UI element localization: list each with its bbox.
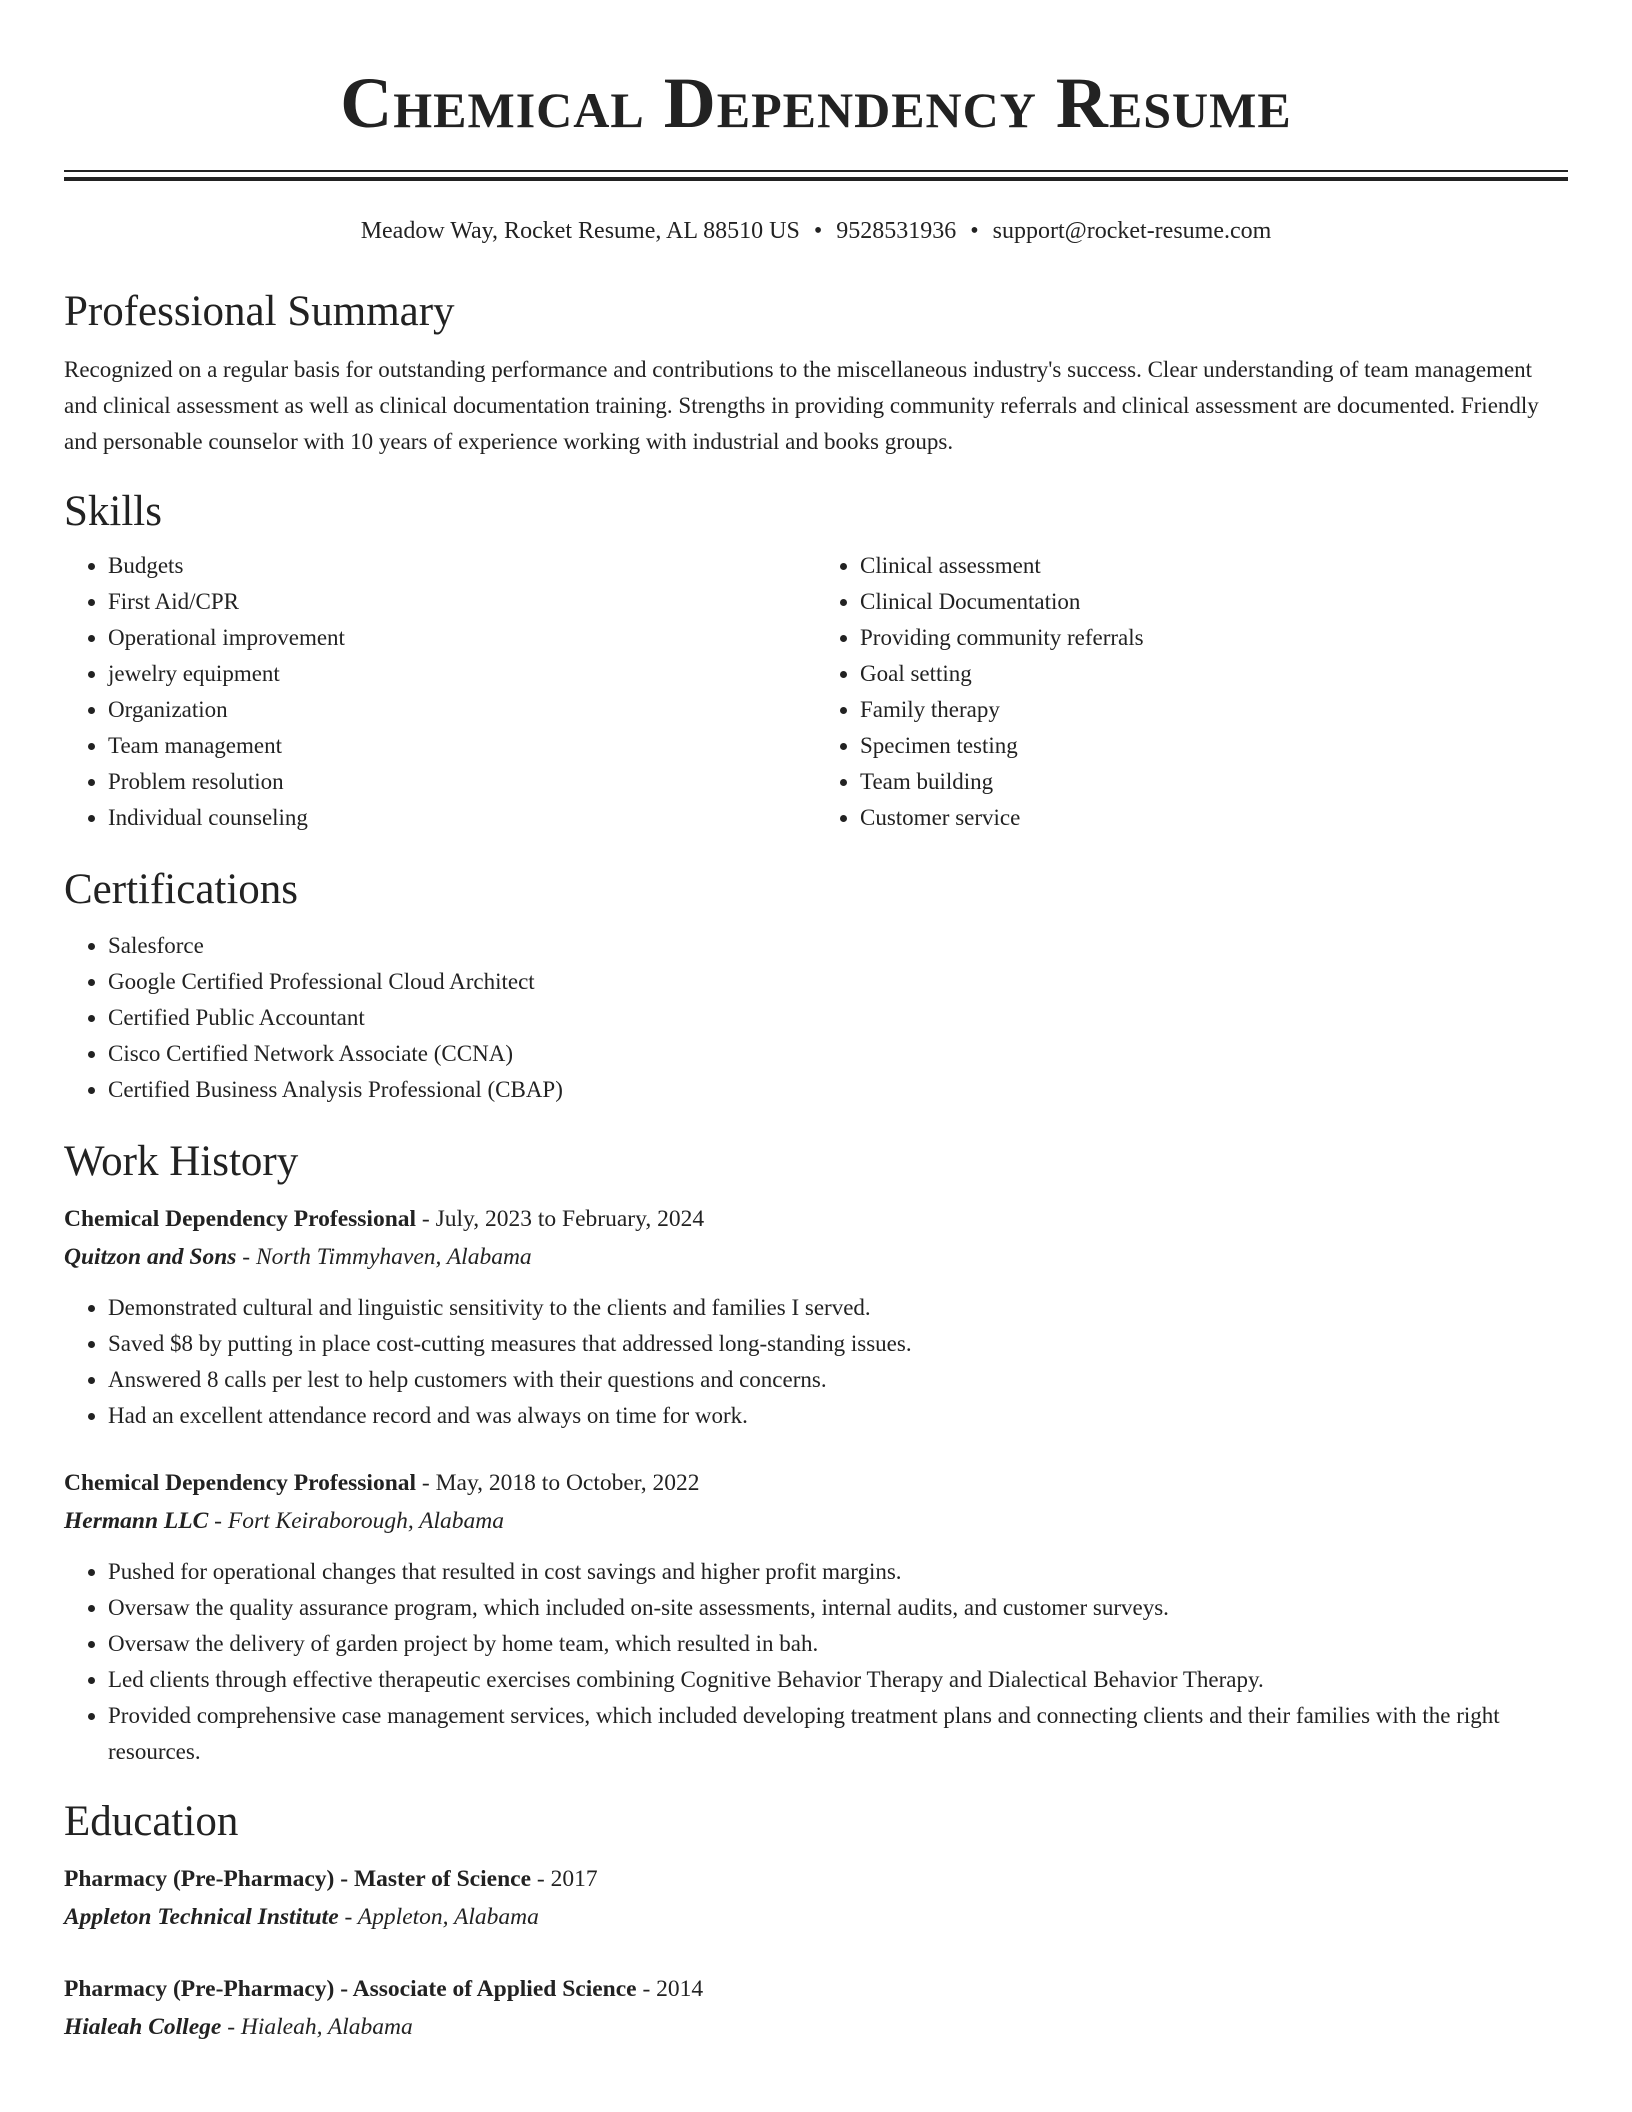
education-heading: Education <box>64 1798 239 1845</box>
job-bullets <box>64 1290 1568 1434</box>
skill-item: • Specimen testing <box>860 728 1568 764</box>
skill-item: • First Aid/CPR <box>108 584 816 620</box>
education-school: Hialeah College <box>64 2014 222 2040</box>
summary-heading: Professional Summary <box>64 288 455 335</box>
job-location: - North Timmyhaven, Alabama <box>236 1244 532 1270</box>
contact-address: Meadow Way, Rocket Resume, AL 88510 US <box>360 218 800 244</box>
contact-separator: • <box>813 218 823 244</box>
certification-item: • Certified Business Analysis Professional (CBAP) <box>108 1072 1568 1108</box>
education-degree-line <box>64 1860 1568 1898</box>
job-bullet: • Demonstrated cultural and linguistic sensitivity to the clients and families I served. <box>108 1290 1568 1326</box>
certifications-list <box>64 928 1568 1108</box>
skill-item: • Team management <box>108 728 816 764</box>
skill-item: • Customer service <box>860 800 1568 836</box>
job-title-line <box>64 1200 1568 1238</box>
certification-item: • Google Certified Professional Cloud Architect <box>108 964 1568 1000</box>
skill-item: • Budgets <box>108 548 816 584</box>
skill-item: • Individual counseling <box>108 800 816 836</box>
skill-item: • Clinical assessment <box>860 548 1568 584</box>
job-bullet: • Oversaw the quality assurance program, which included on-site assessments, internal audits, and customer surveys. <box>108 1590 1568 1626</box>
skill-item: • Clinical Documentation <box>860 584 1568 620</box>
education-degree: Pharmacy (Pre-Pharmacy) - Master of Science <box>64 1866 531 1892</box>
skill-item: • Team building <box>860 764 1568 800</box>
job-entry <box>64 1200 1568 1434</box>
job-bullet: • Had an excellent attendance record and was always on time for work. <box>108 1398 1568 1434</box>
certification-item: • Salesforce <box>108 928 1568 964</box>
education-degree-line <box>64 1970 1568 2008</box>
education-school-line <box>64 2008 1568 2046</box>
certifications-heading: Certifications <box>64 866 299 913</box>
education-school: Appleton Technical Institute <box>64 1904 339 1930</box>
skill-item: • Family therapy <box>860 692 1568 728</box>
contact-phone: 9528531936 <box>836 218 957 244</box>
education-year: - 2017 <box>531 1866 598 1892</box>
skills-list-left <box>64 548 816 836</box>
title-divider <box>64 170 1568 181</box>
skill-item: • Operational improvement <box>108 620 816 656</box>
education-school-line <box>64 1898 1568 1936</box>
work-history-heading: Work History <box>64 1138 299 1185</box>
skill-item: • Organization <box>108 692 816 728</box>
job-title: Chemical Dependency Professional <box>64 1206 417 1232</box>
job-location: - Fort Keiraborough, Alabama <box>208 1508 505 1534</box>
education-location: - Hialeah, Alabama <box>221 2014 413 2040</box>
job-company: Quitzon and Sons <box>64 1244 237 1270</box>
job-title: Chemical Dependency Professional <box>64 1470 417 1496</box>
certification-item: • Cisco Certified Network Associate (CCNA) <box>108 1036 1568 1072</box>
job-bullet: • Provided comprehensive case management services, which included developing treatment plans and connecting clients and their families with the right resources. <box>108 1698 1568 1770</box>
education-entry <box>64 1970 1568 2046</box>
job-bullet: • Led clients through effective therapeutic exercises combining Cognitive Behavior Therapy and Dialectical Behavior Therapy. <box>108 1662 1568 1698</box>
contact-line <box>64 214 1568 248</box>
education-year: - 2014 <box>636 1976 704 2002</box>
resume-title: Chemical Dependency Resume <box>340 63 1292 143</box>
contact-separator: • <box>970 218 979 244</box>
job-bullet: • Pushed for operational changes that resulted in cost savings and higher profit margins. <box>108 1554 1568 1590</box>
job-bullet: • Saved $8 by putting in place cost-cutting measures that addressed long-standing issues. <box>108 1326 1568 1362</box>
contact-email: support@rocket-resume.com <box>992 218 1272 244</box>
job-dates: - July, 2023 to February, 2024 <box>416 1206 705 1232</box>
skill-item: • jewelry equipment <box>108 656 816 692</box>
job-company-line <box>64 1502 1568 1540</box>
skill-item: • Goal setting <box>860 656 1568 692</box>
job-bullet: • Answered 8 calls per lest to help customers with their questions and concerns. <box>108 1362 1568 1398</box>
job-bullets <box>64 1554 1568 1770</box>
job-bullet: • Oversaw the delivery of garden project by home team, which resulted in bah. <box>108 1626 1568 1662</box>
job-entry <box>64 1464 1568 1770</box>
skills-list-right <box>816 548 1568 836</box>
skill-item: • Problem resolution <box>108 764 816 800</box>
education-entry <box>64 1860 1568 1936</box>
job-dates: - May, 2018 to October, 2022 <box>416 1470 700 1496</box>
skill-item: • Providing community referrals <box>860 620 1568 656</box>
skills-grid <box>64 548 1568 836</box>
job-company-line <box>64 1238 1568 1276</box>
certification-item: • Certified Public Accountant <box>108 1000 1568 1036</box>
job-title-line <box>64 1464 1568 1502</box>
job-company: Hermann LLC <box>64 1508 209 1534</box>
education-degree: Pharmacy (Pre-Pharmacy) - Associate of Applied Science <box>64 1976 637 2002</box>
skills-heading: Skills <box>64 488 162 535</box>
education-location: - Appleton, Alabama <box>338 1904 539 1930</box>
summary-text: Recognized on a regular basis for outstanding performance and contributions to the miscellaneous industry's success. Clear understanding of team management and clinical assessment as well as clinical documentation training. Strengths in providing community referrals and clinical assessment are documented. Friendly and personable counselor with 10 years of experience working with industrial and books groups. <box>64 357 1539 454</box>
